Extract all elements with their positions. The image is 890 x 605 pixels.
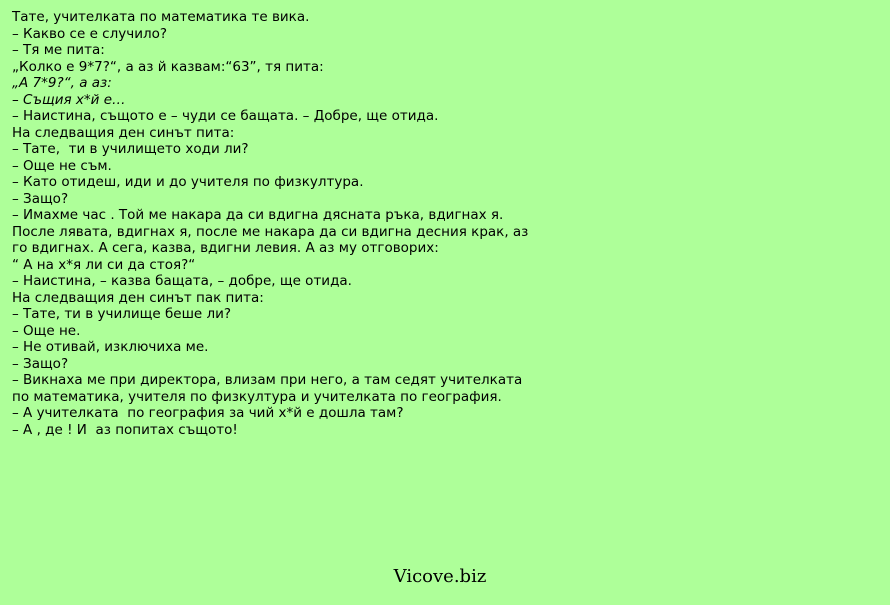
joke-line: го вдигнах. А сега, казва, вдигни левия. А аз му отговорих: bbox=[12, 240, 439, 256]
joke-line: – Тате, ти в училище беше ли? bbox=[12, 306, 232, 322]
joke-line: “ А на х*я ли си да стоя?“ bbox=[12, 256, 196, 273]
joke-line: – А , де ! И аз попитах същото! bbox=[12, 421, 238, 438]
joke-line: – Същия х*й е… bbox=[12, 91, 126, 108]
joke-line: – Какво се е случило? bbox=[12, 25, 168, 42]
joke-line: – Наистина, – казва бащата, – добре, ще отида. bbox=[12, 273, 352, 289]
joke-line: по математика, учителя по физкултура и учителката по география. bbox=[12, 388, 502, 405]
joke-line: – Наистина, същото е – чуди се бащата. – Добре, ще отида. bbox=[12, 108, 439, 124]
joke-line: – Още не. bbox=[12, 322, 81, 339]
joke-line: „А 7*9?“, а аз: bbox=[12, 75, 112, 91]
joke-line: – Тя ме пита: bbox=[12, 42, 105, 58]
joke-line: „Колко е 9*7?“, а аз й казвам:“63”, тя пита: bbox=[12, 58, 324, 75]
joke-line: – А учителката по география за чий х*й е дошла там? bbox=[12, 405, 404, 421]
joke-line: На следващия ден синът пак пита: bbox=[12, 289, 264, 306]
joke-line: Тате, учителката по математика те вика. bbox=[12, 9, 310, 25]
joke-line: – Викнаха ме при директора, влизам при него, а там седят учителката bbox=[12, 372, 523, 388]
joke-text bbox=[12, 9, 882, 438]
joke-line: – Още не съм. bbox=[12, 157, 112, 174]
joke-line: – Тате, ти в училището ходи ли? bbox=[12, 141, 249, 157]
joke-line: – Имахме час . Той ме накара да си вдигна дясната ръка, вдигнах я. bbox=[12, 207, 504, 223]
site-watermark: Vicove.biz bbox=[393, 566, 487, 587]
joke-line: – Защо? bbox=[12, 355, 69, 372]
joke-line: – Защо? bbox=[12, 190, 69, 207]
joke-line: На следващия ден синът пита: bbox=[12, 124, 235, 141]
joke-line: – Не отивай, изключиха ме. bbox=[12, 339, 209, 355]
joke-line: После лявата, вдигнах я, после ме накара да си вдигна десния крак, аз bbox=[12, 223, 529, 240]
joke-line: – Като отидеш, иди и до учителя по физкултура. bbox=[12, 174, 364, 190]
